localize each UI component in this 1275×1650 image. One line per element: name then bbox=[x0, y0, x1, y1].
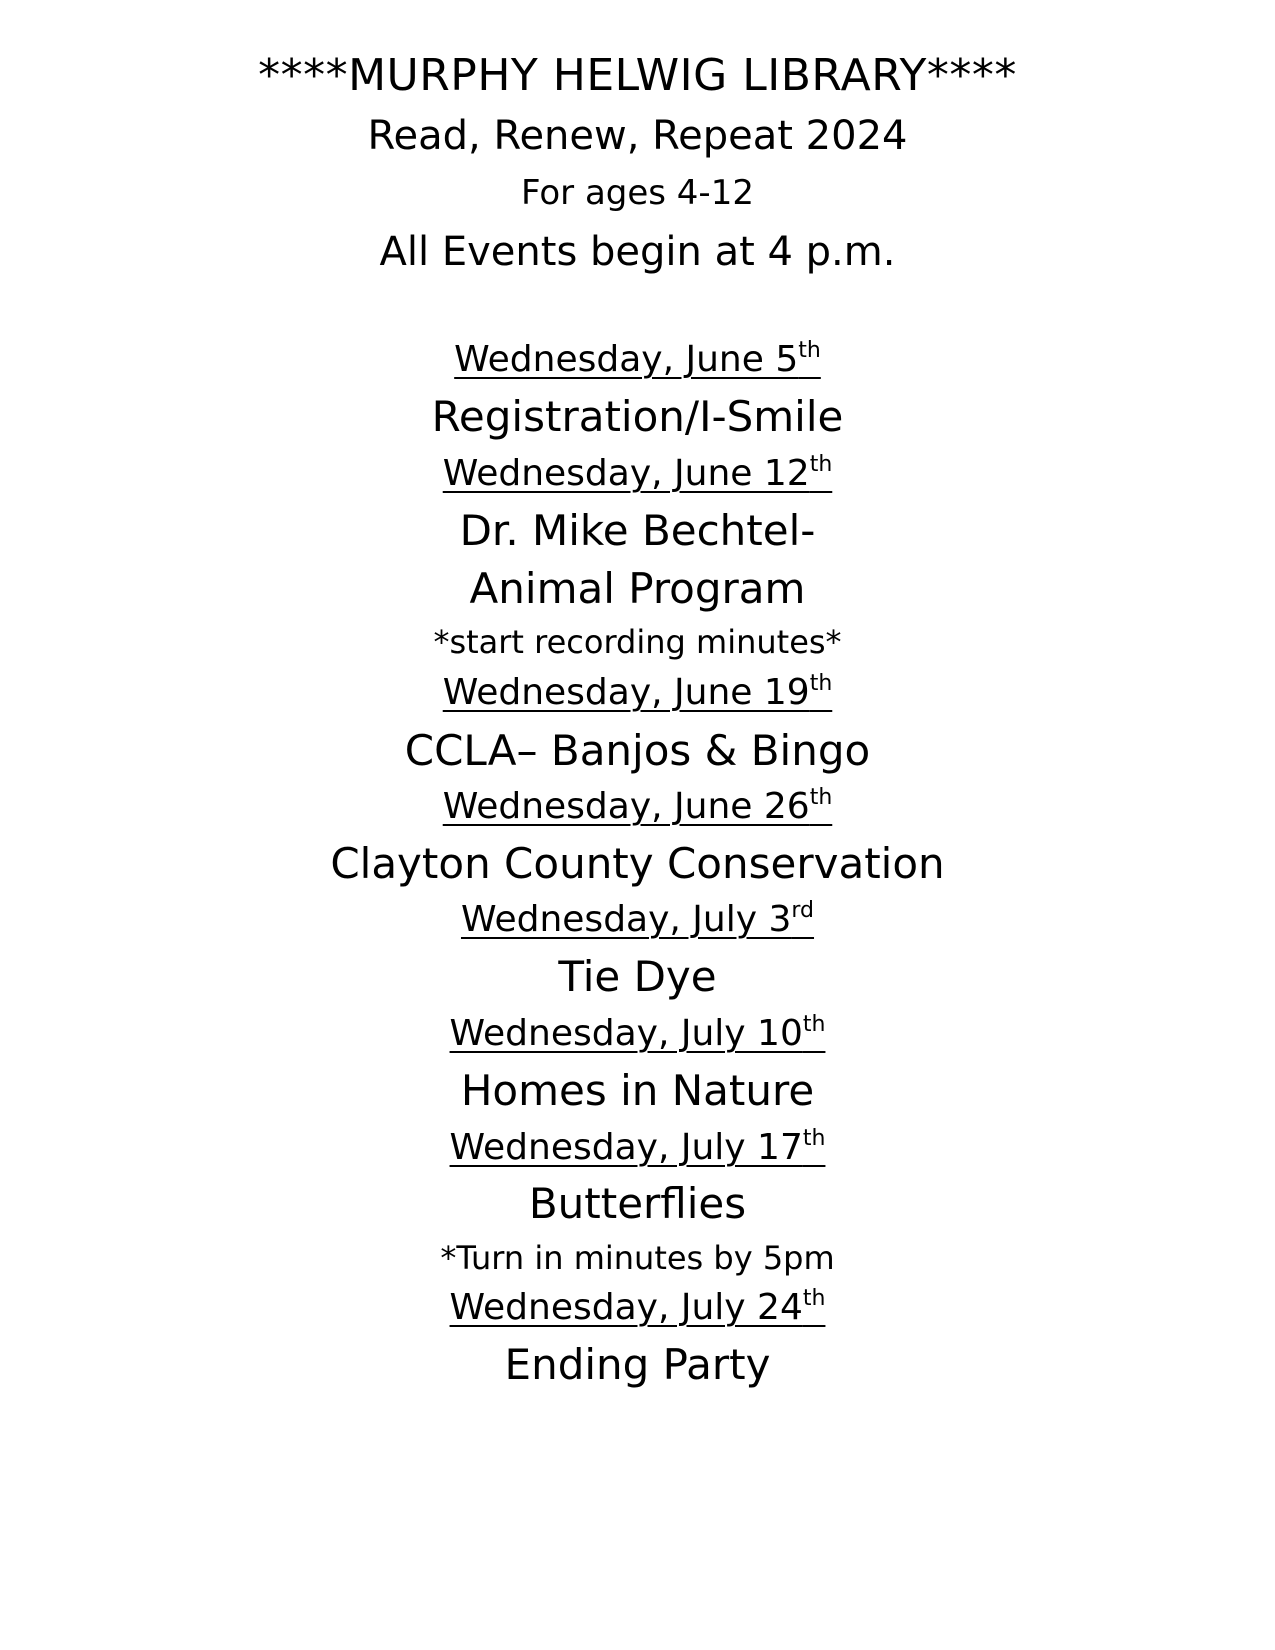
event-date: Wednesday, June 26th bbox=[442, 785, 833, 827]
program-subtitle: Read, Renew, Repeat 2024 bbox=[367, 113, 908, 159]
event-title: Tie Dye bbox=[558, 952, 717, 1001]
library-title: ****MURPHY HELWIG LIBRARY**** bbox=[258, 50, 1017, 101]
event-title-continued: Animal Program bbox=[469, 564, 806, 613]
event-title: Clayton County Conservation bbox=[330, 839, 945, 888]
event-date: Wednesday, July 3rd bbox=[460, 898, 815, 940]
event-date: Wednesday, June 19th bbox=[442, 671, 833, 713]
event-title: Homes in Nature bbox=[460, 1066, 815, 1115]
event-date: Wednesday, June 12th bbox=[442, 452, 833, 494]
event-title: CCLA– Banjos & Bingo bbox=[404, 726, 871, 775]
event-note: *Turn in minutes by 5pm bbox=[440, 1239, 835, 1277]
event-title: Ending Party bbox=[504, 1340, 771, 1389]
event-date: Wednesday, July 24th bbox=[449, 1286, 826, 1328]
event-note: *start recording minutes* bbox=[433, 623, 842, 661]
age-range: For ages 4-12 bbox=[521, 173, 754, 213]
start-time-notice: All Events begin at 4 p.m. bbox=[379, 229, 896, 275]
event-title: Registration/I-Smile bbox=[431, 392, 844, 441]
event-date: Wednesday, June 5th bbox=[454, 338, 821, 380]
event-date: Wednesday, July 10th bbox=[449, 1012, 826, 1054]
event-title: Dr. Mike Bechtel- bbox=[459, 506, 816, 555]
event-date: Wednesday, July 17th bbox=[449, 1126, 826, 1168]
event-title: Butterflies bbox=[528, 1179, 747, 1228]
